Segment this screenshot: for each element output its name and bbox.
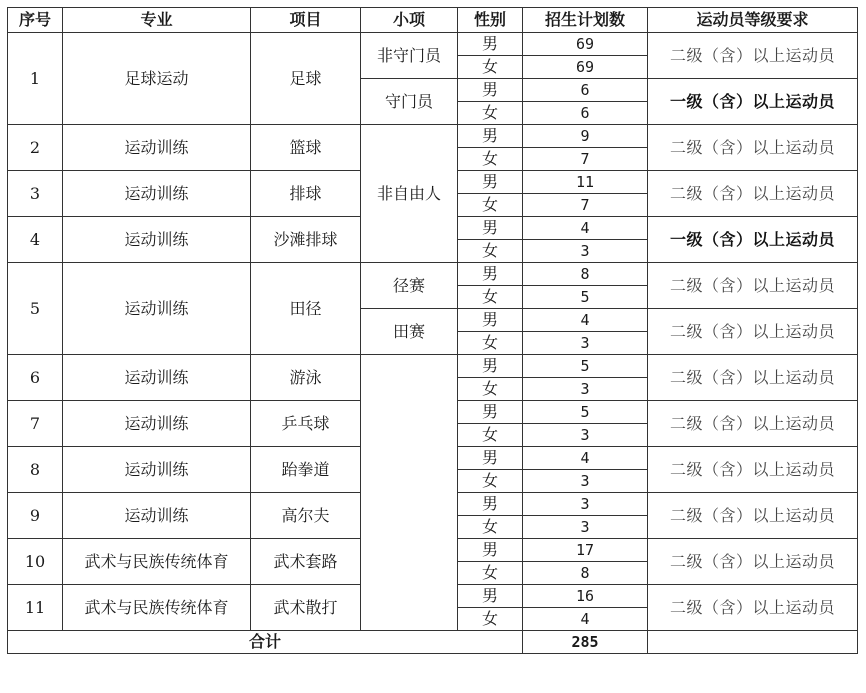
- row-sport: 武术散打: [251, 585, 361, 631]
- quota-male: 5: [523, 355, 648, 378]
- gender-male: 男: [458, 309, 523, 332]
- gender-female: 女: [458, 286, 523, 309]
- quota-female: 3: [523, 240, 648, 263]
- gender-male: 男: [458, 263, 523, 286]
- gender-male: 男: [458, 539, 523, 562]
- row-index: 6: [8, 355, 63, 401]
- row-major: 运动训练: [63, 171, 251, 217]
- gender-female: 女: [458, 378, 523, 401]
- row-index: 7: [8, 401, 63, 447]
- row-sport: 篮球: [251, 125, 361, 171]
- gender-female: 女: [458, 56, 523, 79]
- gender-female: 女: [458, 562, 523, 585]
- row-index: 3: [8, 171, 63, 217]
- header-sport: 项目: [251, 8, 361, 33]
- table-row: [8, 263, 858, 286]
- quota-female: 3: [523, 378, 648, 401]
- quota-female: 69: [523, 56, 648, 79]
- row-sport: 高尔夫: [251, 493, 361, 539]
- gender-male: 男: [458, 171, 523, 194]
- level-requirement: 二级（含）以上运动员: [648, 263, 858, 309]
- row-major: 武术与民族传统体育: [63, 539, 251, 585]
- gender-female: 女: [458, 148, 523, 171]
- row-sport: 跆拳道: [251, 447, 361, 493]
- row-index: 8: [8, 447, 63, 493]
- row-major: 运动训练: [63, 493, 251, 539]
- quota-female: 6: [523, 102, 648, 125]
- level-requirement: 一级（含）以上运动员: [648, 79, 858, 125]
- level-requirement: 二级（含）以上运动员: [648, 401, 858, 447]
- row-major: 运动训练: [63, 447, 251, 493]
- row-sport: 排球: [251, 171, 361, 217]
- row-sub-event-merged: 非自由人: [361, 125, 458, 263]
- table-row: [8, 33, 858, 56]
- quota-male: 69: [523, 33, 648, 56]
- level-requirement: 二级（含）以上运动员: [648, 585, 858, 631]
- quota-male: 8: [523, 263, 648, 286]
- row-index: 2: [8, 125, 63, 171]
- gender-female: 女: [458, 240, 523, 263]
- row-sub-event: 径赛: [361, 263, 458, 309]
- header-level-requirement: 运动员等级要求: [648, 8, 858, 33]
- row-index: 4: [8, 217, 63, 263]
- enrollment-plan-table: [7, 7, 858, 654]
- row-sport: 足球: [251, 33, 361, 125]
- gender-female: 女: [458, 608, 523, 631]
- quota-male: 4: [523, 309, 648, 332]
- quota-male: 3: [523, 493, 648, 516]
- quota-male: 9: [523, 125, 648, 148]
- gender-male: 男: [458, 447, 523, 470]
- row-sport: 田径: [251, 263, 361, 355]
- gender-female: 女: [458, 332, 523, 355]
- quota-male: 17: [523, 539, 648, 562]
- total-row: [8, 631, 858, 654]
- quota-female: 3: [523, 470, 648, 493]
- level-requirement: 二级（含）以上运动员: [648, 33, 858, 79]
- quota-male: 4: [523, 447, 648, 470]
- quota-male: 16: [523, 585, 648, 608]
- header-index: 序号: [8, 8, 63, 33]
- gender-female: 女: [458, 470, 523, 493]
- row-index: 10: [8, 539, 63, 585]
- level-requirement: 二级（含）以上运动员: [648, 125, 858, 171]
- quota-female: 3: [523, 516, 648, 539]
- level-requirement: 二级（含）以上运动员: [648, 447, 858, 493]
- row-major: 运动训练: [63, 355, 251, 401]
- gender-male: 男: [458, 493, 523, 516]
- row-major: 运动训练: [63, 401, 251, 447]
- quota-male: 11: [523, 171, 648, 194]
- row-sub-event: 田赛: [361, 309, 458, 355]
- quota-female: 4: [523, 608, 648, 631]
- row-sport: 沙滩排球: [251, 217, 361, 263]
- quota-male: 6: [523, 79, 648, 102]
- table-row: [8, 125, 858, 148]
- gender-female: 女: [458, 516, 523, 539]
- row-index: 5: [8, 263, 63, 355]
- level-requirement: 二级（含）以上运动员: [648, 309, 858, 355]
- row-sport: 游泳: [251, 355, 361, 401]
- row-sub-event: 守门员: [361, 79, 458, 125]
- row-sport: 武术套路: [251, 539, 361, 585]
- quota-female: 7: [523, 194, 648, 217]
- header-quota: 招生计划数: [523, 8, 648, 33]
- gender-male: 男: [458, 125, 523, 148]
- row-major: 武术与民族传统体育: [63, 585, 251, 631]
- quota-female: 8: [523, 562, 648, 585]
- row-major: 足球运动: [63, 33, 251, 125]
- gender-female: 女: [458, 424, 523, 447]
- enrollment-table-container: [7, 7, 858, 654]
- row-index: 11: [8, 585, 63, 631]
- level-requirement: 二级（含）以上运动员: [648, 355, 858, 401]
- gender-male: 男: [458, 585, 523, 608]
- row-sport: 乒乓球: [251, 401, 361, 447]
- header-row: [8, 8, 858, 33]
- row-major: 运动训练: [63, 125, 251, 171]
- quota-female: 7: [523, 148, 648, 171]
- quota-female: 5: [523, 286, 648, 309]
- total-empty: [648, 631, 858, 654]
- row-major: 运动训练: [63, 263, 251, 355]
- gender-male: 男: [458, 355, 523, 378]
- level-requirement: 二级（含）以上运动员: [648, 539, 858, 585]
- gender-male: 男: [458, 401, 523, 424]
- gender-female: 女: [458, 102, 523, 125]
- row-index: 1: [8, 33, 63, 125]
- gender-female: 女: [458, 194, 523, 217]
- gender-male: 男: [458, 33, 523, 56]
- row-sub-event-empty: [361, 355, 458, 631]
- header-gender: 性别: [458, 8, 523, 33]
- header-sub-event: 小项: [361, 8, 458, 33]
- quota-female: 3: [523, 424, 648, 447]
- gender-male: 男: [458, 217, 523, 240]
- table-row: [8, 355, 858, 378]
- row-index: 9: [8, 493, 63, 539]
- gender-male: 男: [458, 79, 523, 102]
- quota-female: 3: [523, 332, 648, 355]
- total-value: 285: [523, 631, 648, 654]
- level-requirement: 二级（含）以上运动员: [648, 171, 858, 217]
- row-sub-event: 非守门员: [361, 33, 458, 79]
- header-major: 专业: [63, 8, 251, 33]
- level-requirement: 一级（含）以上运动员: [648, 217, 858, 263]
- quota-male: 4: [523, 217, 648, 240]
- total-label: 合计: [8, 631, 523, 654]
- quota-male: 5: [523, 401, 648, 424]
- level-requirement: 二级（含）以上运动员: [648, 493, 858, 539]
- row-major: 运动训练: [63, 217, 251, 263]
